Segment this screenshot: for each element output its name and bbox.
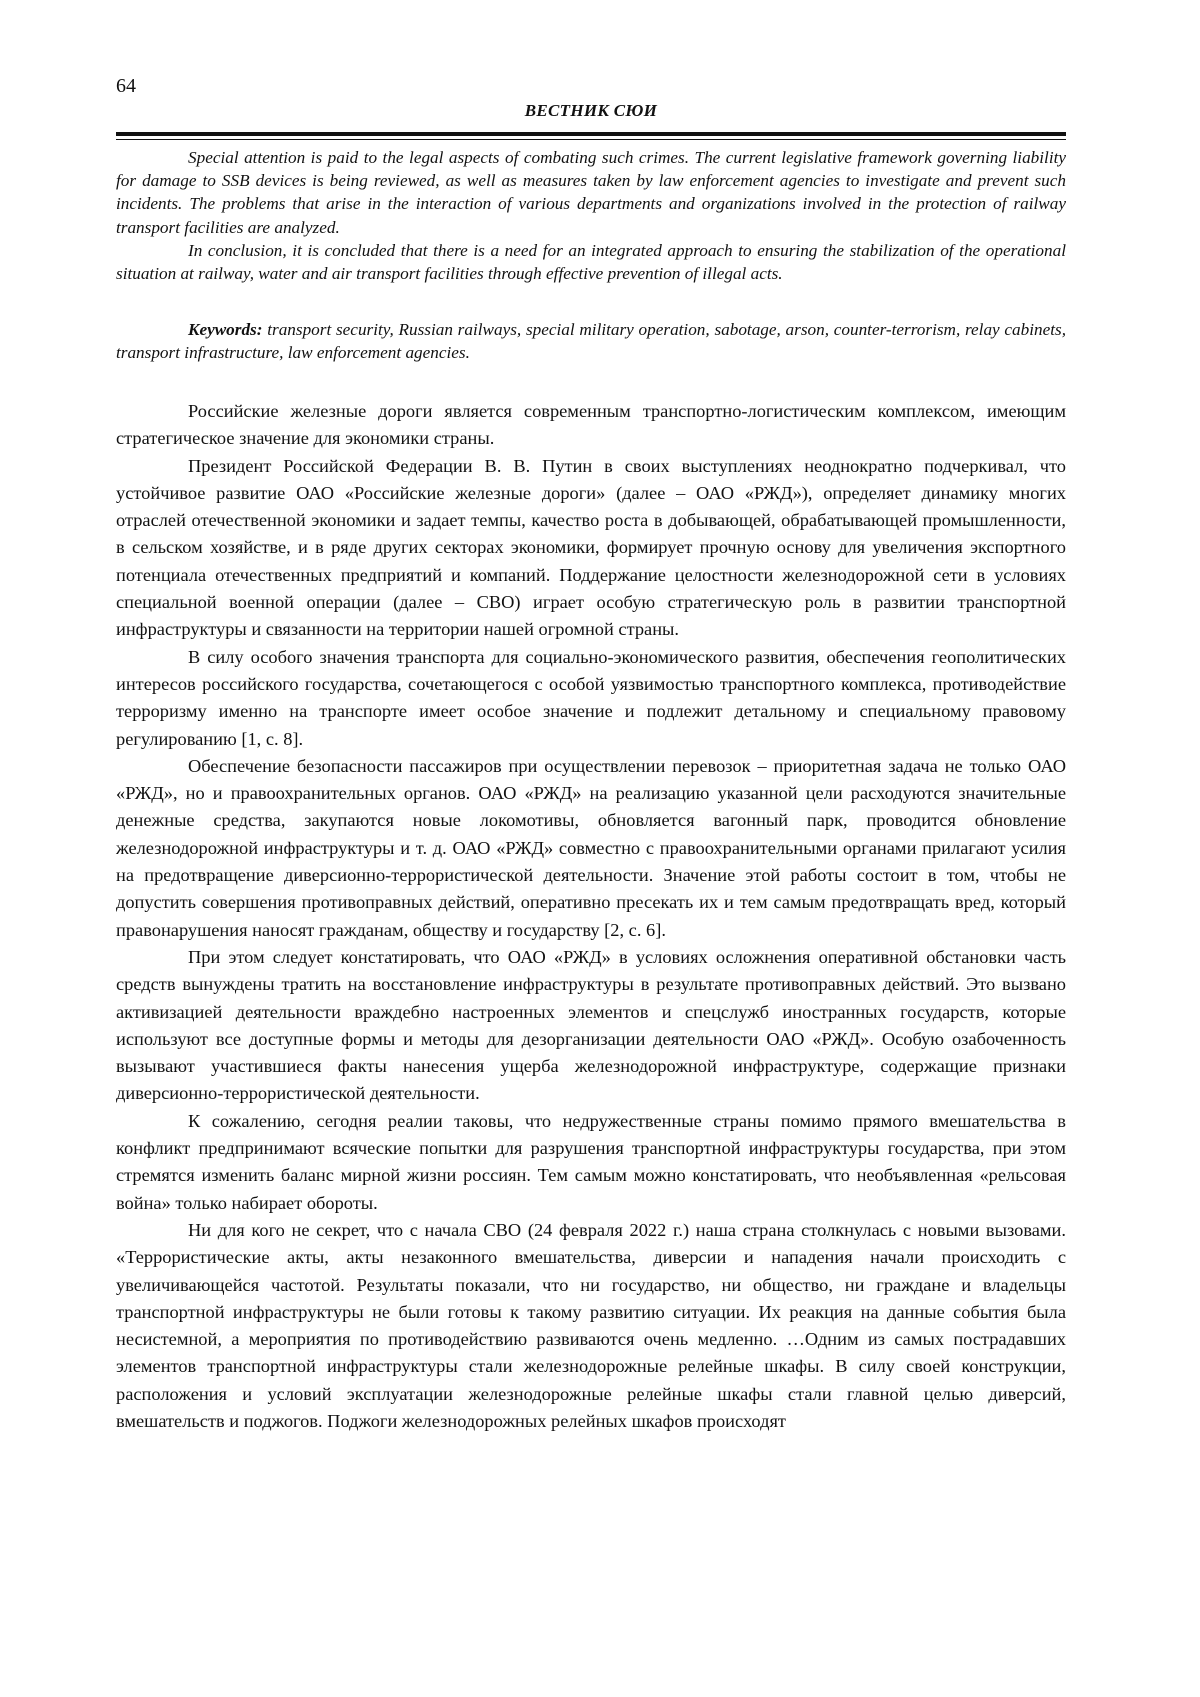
abstract-section (116, 146, 1066, 285)
body-paragraph: Российские железные дороги является современным транспортно-логистическим комплексом, имеющим стратегическое значение для экономики страны. (116, 398, 1066, 453)
body-paragraph: При этом следует констатировать, что ОАО «РЖД» в условиях осложнения оперативной обстановки часть средств вынуждены тратить на восстановление инфраструктуры в результате противоправных действий. Это вызвано активизацией деятельности враждебно настроенных элементов и спецслужб иностранных государств, которые используют все доступные формы и методы для дезорганизации деятельности ОАО «РЖД». Особую озабоченность вызывают участившиеся факты нанесения ущерба железнодорожной инфраструктуре, содержащие признаки диверсионно-террористической деятельности. (116, 944, 1066, 1108)
keywords-text: transport security, Russian railways, special military operation, sabotage, arson, counter-terrorism, relay cabinets, transport infrastructure, law enforcement agencies. (116, 320, 1066, 362)
keywords-line (116, 318, 1066, 364)
header-rule-thin (116, 139, 1066, 140)
article-body (116, 398, 1066, 1435)
page-number: 64 (116, 74, 136, 98)
abstract-paragraph: In conclusion, it is concluded that there is a need for an integrated approach to ensuring the stabilization of the operational situation at railway, water and air transport facilities through effective prevention of illegal acts. (116, 239, 1066, 285)
keywords-label: Keywords: (188, 320, 262, 339)
body-paragraph: К сожалению, сегодня реалии таковы, что недружественные страны помимо прямого вмешательства в конфликт предпринимают всяческие попытки для разрушения транспортной инфраструктуры государства, при этом стремятся изменить баланс мирной жизни россиян. Тем самым можно констатировать, что необъявленная «рельсовая война» только набирает обороты. (116, 1108, 1066, 1217)
body-paragraph: Ни для кого не секрет, что с начала СВО (24 февраля 2022 г.) наша страна столкнулась с новыми вызовами. «Террористические акты, акты незаконного вмешательства, диверсии и нападения начали происходить с увеличивающейся частотой. Результаты показали, что ни государство, ни общество, ни граждане и владельцы транспортной инфраструктуры не были готовы к такому развитию ситуации. Их реакция на данные события была несистемной, а мероприятия по противодействию развиваются очень медленно. …Одним из самых пострадавших элементов транспортной инфраструктуры стали железнодорожные релейные шкафы. В силу своей конструкции, расположения и условий эксплуатации железнодорожные релейные шкафы стали главной целью диверсий, вмешательств и поджогов. Поджоги железнодорожных релейных шкафов происходят (116, 1217, 1066, 1435)
body-paragraph: В силу особого значения транспорта для социально-экономического развития, обеспечения геополитических интересов российского государства, сочетающегося с особой уязвимостью транспортного комплекса, противодействие терроризму именно на транспорте имеет особое значение и подлежит детальному и специальному правовому регулированию [1, с. 8]. (116, 644, 1066, 753)
abstract-paragraph: Special attention is paid to the legal aspects of combating such crimes. The current legislative framework governing liability for damage to SSB devices is being reviewed, as well as measures taken by law enforcement agencies to investigate and prevent such incidents. The problems that arise in the interaction of various departments and organizations involved in the protection of railway transport facilities are analyzed. (116, 146, 1066, 239)
journal-title: ВЕСТНИК СЮИ (116, 101, 1066, 121)
body-paragraph: Обеспечение безопасности пассажиров при осуществлении перевозок – приоритетная задача не только ОАО «РЖД», но и правоохранительных органов. ОАО «РЖД» на реализацию указанной цели расходуются значительные денежные средства, закупаются новые локомотивы, обновляется вагонный парк, проводится обновление железнодорожной инфраструктуры и т. д. ОАО «РЖД» совместно с правоохранительными органами прилагают усилия на предотвращение диверсионно-террористической деятельности. Значение этой работы состоит в том, чтобы не допустить совершения противоправных действий, оперативно пресекать их и тем самым предотвращать вред, который правонарушения наносят гражданам, обществу и государству [2, с. 6]. (116, 753, 1066, 944)
body-paragraph: Президент Российской Федерации В. В. Путин в своих выступлениях неоднократно подчеркивал, что устойчивое развитие ОАО «Российские железные дороги» (далее – ОАО «РЖД»), определяет динамику многих отраслей отечественной экономики и задает темпы, качество роста в добывающей, обрабатывающей промышленности, в сельском хозяйстве, и в ряде других секторах экономики, формирует прочную основу для увеличения экспортного потенциала отечественных предприятий и компаний. Поддержание целостности железнодорожной сети в условиях специальной военной операции (далее – СВО) играет особую стратегическую роль в развитии транспортной инфраструктуры и связанности на территории нашей огромной страны. (116, 453, 1066, 644)
header-rule-thick (116, 132, 1066, 136)
